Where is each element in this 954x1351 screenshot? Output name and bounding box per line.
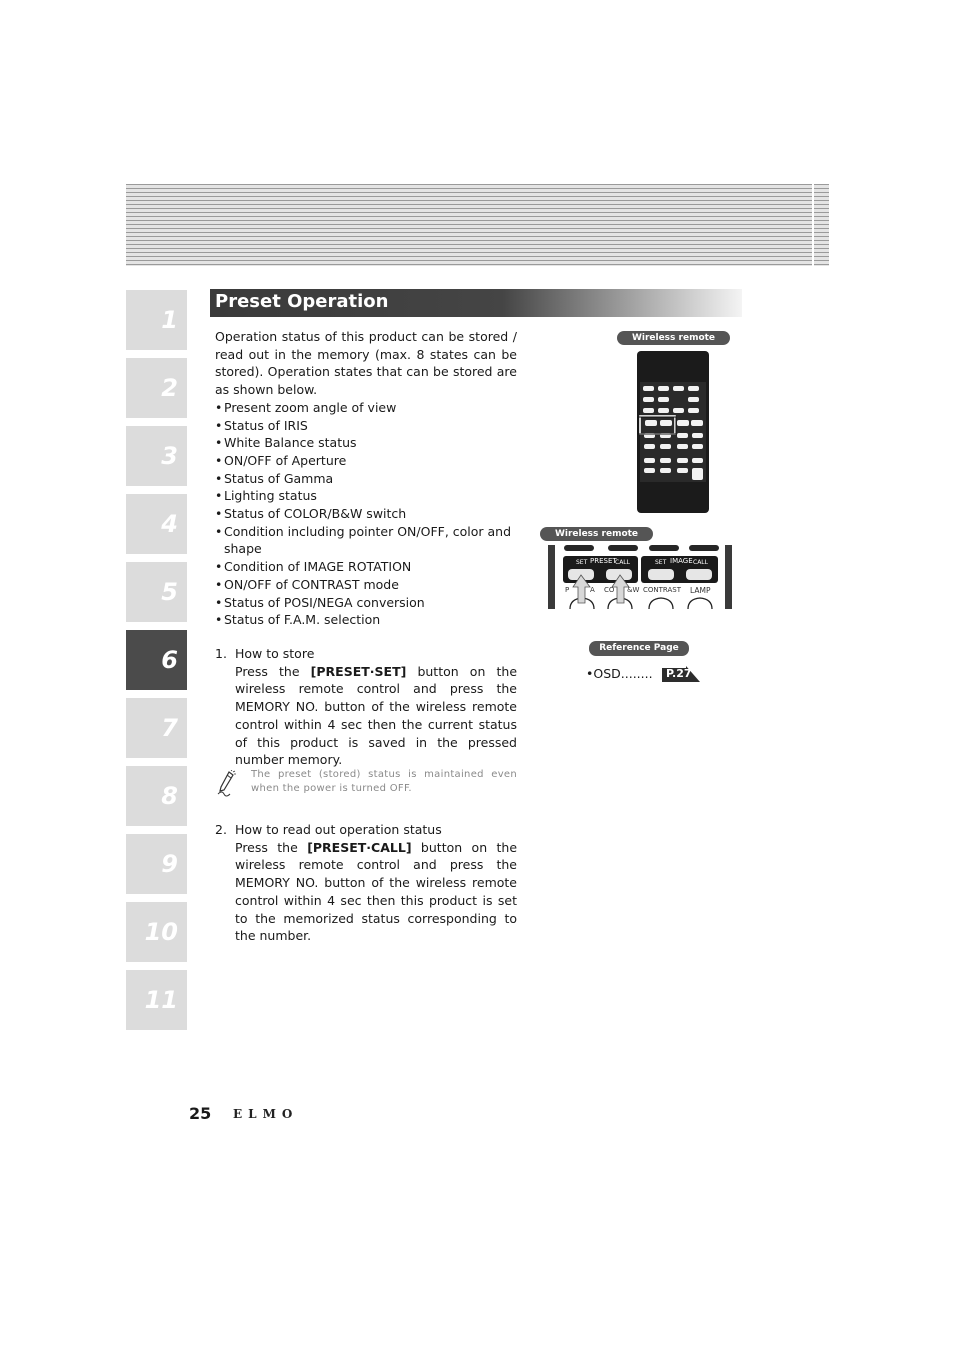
step-description: [235, 663, 517, 769]
header-stripes-divider: [812, 184, 814, 266]
stored-state-text: Condition including pointer ON/OFF, color and shape: [224, 523, 512, 557]
lamp-label: LAMP: [690, 586, 711, 595]
osd-page-ref[interactable]: P.27: [666, 667, 692, 680]
bullet-dot: •: [215, 506, 223, 522]
stored-state-item: [215, 487, 517, 505]
stored-state-text: Status of F.A.M. selection: [224, 612, 381, 628]
stored-state-text: Status of COLOR/B&W switch: [224, 506, 407, 522]
posi-label-tail: A: [590, 586, 595, 594]
stored-state-text: Status of POSI/NEGA conversion: [224, 594, 425, 610]
stored-state-item: [215, 594, 517, 612]
call-label: CALL: [615, 559, 630, 566]
preset-label: PRESET: [590, 557, 617, 565]
image-call-label: CALL: [693, 559, 708, 566]
stored-state-item: [215, 417, 517, 435]
step-text: button on the wireless remote control and press the MEMORY NO. button of the wireless remote control within 4 sec then the current status of this product is saved in the pressed number memory.: [235, 663, 518, 768]
closeup-buttons-svg: [548, 545, 732, 609]
bullet-dot: •: [215, 399, 223, 415]
stored-state-text: Condition of IMAGE ROTATION: [224, 559, 412, 575]
bullet-dot: •: [215, 452, 223, 468]
image-set-label: SET: [655, 559, 667, 566]
stored-state-item: [215, 470, 517, 488]
chapter-tab-2[interactable]: 2: [126, 358, 187, 418]
contrast-label: CONTRAST: [643, 586, 681, 594]
page-number: 25: [189, 1104, 212, 1123]
stored-state-text: White Balance status: [224, 435, 357, 451]
step-text: button on the wireless remote control and press the MEMORY NO. button of the wireless remote control within 4 sec then this product is set to the memorized status corresponding to the number.: [235, 839, 518, 944]
section-title-bar: [210, 289, 742, 317]
preset-call-button-label: [PRESET·CALL]: [307, 839, 412, 855]
stored-state-item: [215, 434, 517, 452]
chapter-tab-6[interactable]: 6: [126, 630, 187, 690]
note-text: The preset (stored) status is maintained even when the power is turned OFF.: [251, 769, 517, 794]
chapter-tab-7[interactable]: 7: [126, 698, 187, 758]
stored-states-list: [215, 399, 517, 629]
stored-state-text: Status of IRIS: [224, 417, 308, 433]
reference-page-badge: Reference Page: [589, 641, 689, 656]
wireless-remote-badge-closeup: Wireless remote: [540, 527, 653, 541]
step-store: [215, 645, 517, 769]
preset-set-button-label: [PRESET·SET]: [310, 663, 407, 679]
stored-state-item: [215, 611, 517, 629]
remote-control-illustration: [636, 350, 710, 514]
stored-state-text: Lighting status: [224, 488, 317, 504]
stored-state-item: [215, 558, 517, 576]
chapter-tab-10[interactable]: 10: [126, 902, 187, 962]
bullet-dot: •: [215, 435, 223, 451]
section-title: Preset Operation: [215, 291, 389, 312]
pencil-note-icon: [216, 770, 236, 798]
stored-state-text: ON/OFF of Aperture: [224, 452, 347, 468]
bullet-dot: •: [215, 594, 223, 610]
stored-state-text: Present zoom angle of view: [224, 399, 397, 415]
bullet-dot: •: [215, 488, 223, 504]
osd-label: •OSD........: [586, 666, 653, 681]
set-label: SET: [576, 559, 588, 566]
elmo-logo: ELMO: [233, 1107, 299, 1121]
stored-state-text: ON/OFF of CONTRAST mode: [224, 576, 399, 592]
step-text: Press the: [235, 663, 311, 679]
step-heading: How to store: [235, 646, 315, 661]
color-label-tail: &W: [627, 586, 640, 594]
bullet-dot: •: [215, 559, 223, 575]
stored-state-item: [215, 523, 517, 558]
step-read-out: [215, 821, 517, 945]
chapter-tab-5[interactable]: 5: [126, 562, 187, 622]
step-heading: How to read out operation status: [235, 822, 442, 837]
stored-state-item: [215, 576, 517, 594]
stored-state-item: [215, 452, 517, 470]
step-number: 1.: [215, 646, 227, 661]
wireless-remote-badge: Wireless remote: [617, 331, 730, 345]
intro-paragraph: Operation status of this product can be stored / read out in the memory (max. 8 states can be stored). Operation states that can be stored are as shown below.: [215, 329, 517, 398]
intro-block: [215, 328, 517, 629]
step-number: 2.: [215, 822, 227, 837]
chapter-tab-11[interactable]: 11: [126, 970, 187, 1030]
bullet-dot: •: [215, 470, 223, 486]
chapter-tab-1[interactable]: 1: [126, 290, 187, 350]
bullet-dot: •: [215, 612, 223, 628]
step-description: [235, 839, 517, 945]
chapter-tab-3[interactable]: 3: [126, 426, 187, 486]
stored-state-text: Status of Gamma: [224, 470, 334, 486]
chapter-tab-4[interactable]: 4: [126, 494, 187, 554]
step-text: Press the: [235, 839, 308, 855]
posi-label: P: [565, 586, 570, 594]
bullet-dot: •: [215, 523, 223, 539]
bullet-dot: •: [215, 417, 223, 433]
stored-state-item: [215, 505, 517, 523]
stored-state-item: [215, 399, 517, 417]
chapter-tab-8[interactable]: 8: [126, 766, 187, 826]
header-stripes: [126, 184, 829, 266]
color-label: CO: [604, 586, 615, 594]
chapter-tab-9[interactable]: 9: [126, 834, 187, 894]
bullet-dot: •: [215, 576, 223, 592]
image-label: IMAGE: [670, 557, 693, 565]
preset-buttons-closeup: [548, 545, 732, 609]
